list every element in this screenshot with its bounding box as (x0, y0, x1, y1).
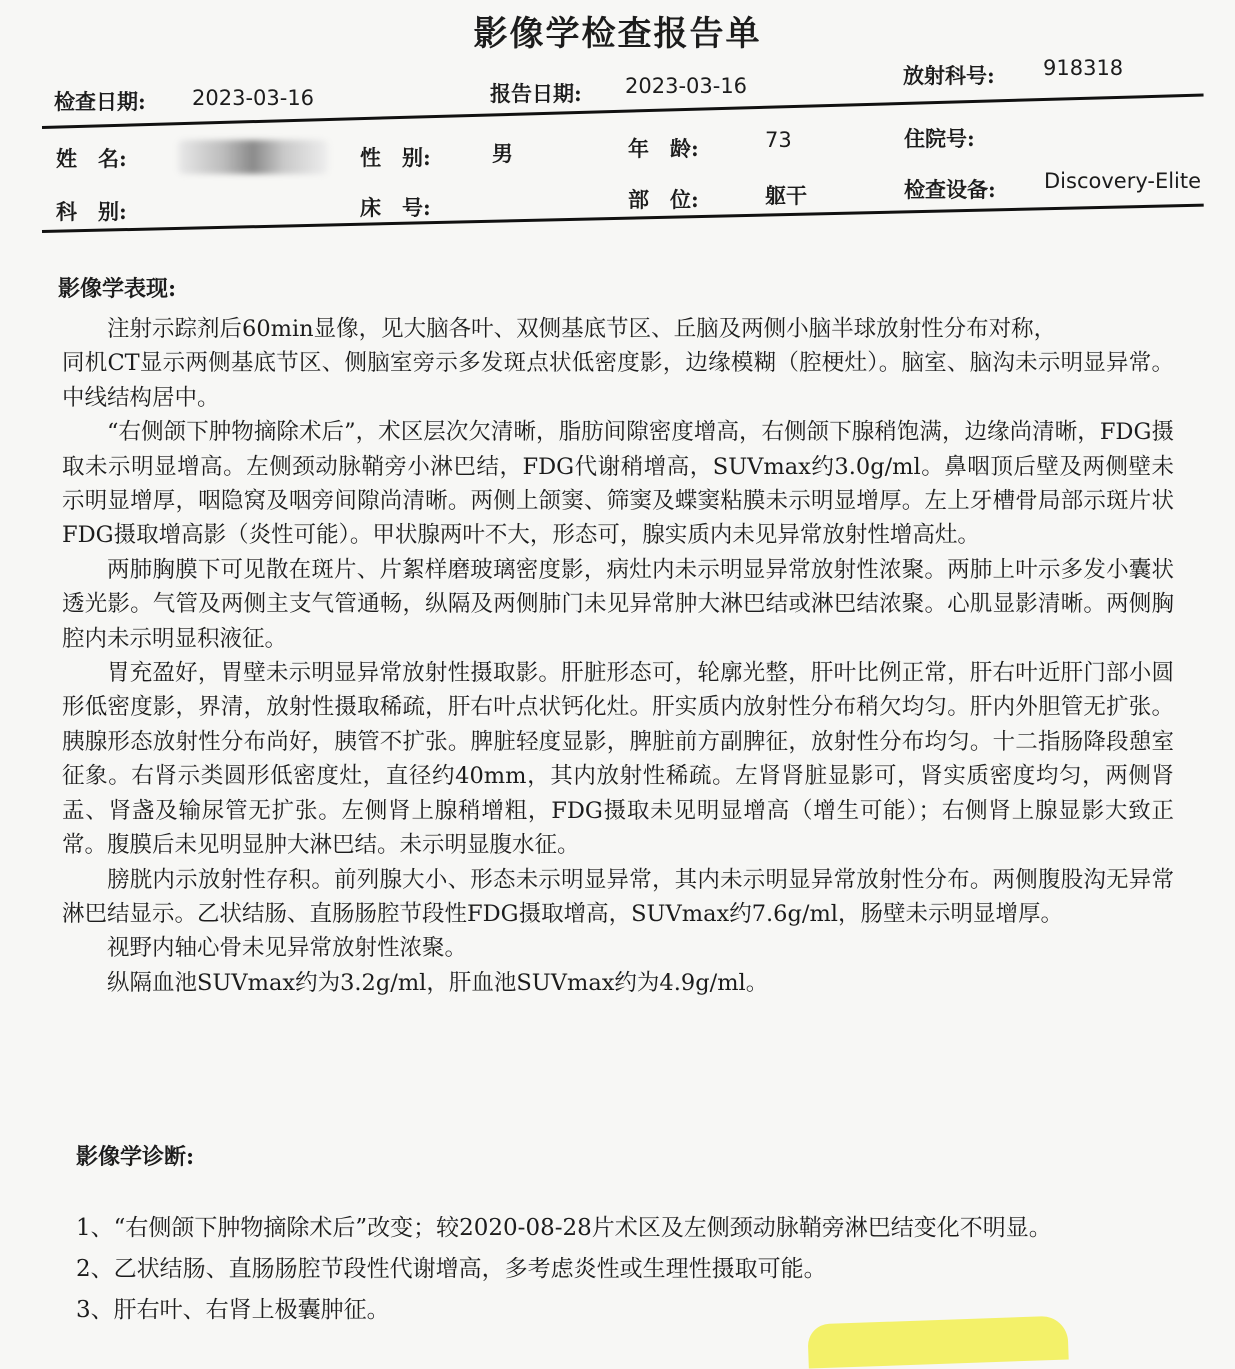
site-label: 部 位: (628, 187, 699, 212)
findings-paragraph: 两肺胸膜下可见散在斑片、片絮样磨玻璃密度影，病灶内未示明显异常放射性浓聚。两肺上叶示多发小囊状透光影。气管及两侧主支气管通畅，纵隔及两侧肺门未见异常肿大淋巴结或淋巴结浓聚。心肌显影清晰。两侧胸腔内未示明显积液征。 (62, 556, 1174, 652)
name-label: 姓 名: (56, 146, 127, 171)
age-label: 年 龄: (628, 136, 699, 161)
diagnosis-item: 3、肝右叶、右肾上极囊肿征。 (76, 1297, 390, 1323)
bed-label: 床 号: (360, 195, 431, 220)
report-date-value: 2023-03-16 (625, 74, 748, 98)
highlighter-mark (807, 1315, 1068, 1368)
findings-paragraph: 视野内轴心骨未见异常放射性浓聚。 (107, 935, 468, 962)
findings-body (62, 312, 1174, 1000)
inpatient-no-label: 住院号: (904, 126, 975, 151)
gender-value: 男 (492, 141, 513, 166)
radiology-no-value: 918318 (1043, 56, 1124, 80)
diagnosis-item: 2、乙状结肠、直肠肠腔节段性代谢增高，多考虑炎性或生理性摄取可能。 (76, 1256, 827, 1282)
findings-heading: 影像学表现: (58, 276, 177, 302)
redacted-name (178, 140, 328, 174)
findings-paragraph: 注射示踪剂后60min显像，见大脑各叶、双侧基底节区、丘脑及两侧小脑半球放射性分布对称， (107, 316, 1057, 342)
findings-paragraph: 同机CT显示两侧基底节区、侧脑室旁示多发斑点状低密度影，边缘模糊（腔梗灶）。脑室、脑沟未示明显异常。中线结构居中。 (62, 350, 1174, 411)
radiology-no-label: 放射科号: (903, 63, 995, 88)
findings-paragraph: 膀胱内示放射性存积。前列腺大小、形态未示明显异常，其内未示明显异常放射性分布。两侧腹股沟无异常淋巴结显示。乙状结肠、直肠肠腔节段性FDG摄取增高，SUVmax约7.6g/ml，肠壁未示明显增厚。 (62, 866, 1174, 927)
report-date-label: 报告日期: (490, 81, 582, 106)
exam-date-value: 2023-03-16 (192, 86, 315, 110)
header-bottom-rule (42, 204, 1204, 233)
site-value: 躯干 (765, 183, 807, 208)
device-label: 检查设备: (904, 177, 996, 202)
department-label: 科 别: (56, 199, 127, 224)
exam-date-label: 检查日期: (54, 89, 146, 114)
diagnosis-heading: 影像学诊断: (76, 1144, 195, 1170)
age-value: 73 (765, 128, 792, 152)
device-value: Discovery-Elite (1044, 169, 1202, 193)
report-title: 影像学检查报告单 (473, 14, 762, 54)
findings-paragraph: 胃充盈好，胃壁未示明显异常放射性摄取影。肝脏形态可，轮廓光整，肝叶比例正常，肝右叶近肝门部小圆形低密度影，界清，放射性摄取稀疏，肝右叶点状钙化灶。肝实质内放射性分布稍欠均匀。肝内外胆管无扩张。胰腺形态放射性分布尚好，胰管不扩张。脾脏轻度显影，脾脏前方副脾征，放射性分布均匀。十二指肠降段憩室征象。右肾示类圆形低密度灶，直径约40mm，其内放射性稀疏。左肾肾脏显影可，肾实质密度均匀，两侧肾盂、肾盏及输尿管无扩张。左侧肾上腺稍增粗，FDG摄取未见明显增高（增生可能）；右侧肾上腺显影大致正常。腹膜后未见明显肿大淋巴结。未示明显腹水征。 (62, 660, 1174, 859)
diagnosis-item: 1、“右侧颌下肿物摘除术后”改变；较2020-08-28片术区及左侧颈动脉鞘旁淋巴结变化不明显。 (76, 1215, 1052, 1241)
findings-paragraph: 纵隔血池SUVmax约为3.2g/ml，肝血池SUVmax约为4.9g/ml。 (107, 969, 769, 996)
gender-label: 性 别: (360, 145, 431, 170)
diagnosis-list (76, 1208, 1196, 1331)
findings-paragraph: “右侧颌下肿物摘除术后”，术区层次欠清晰，脂肪间隙密度增高，右侧颌下腺稍饱满，边缘尚清晰，FDG摄取未示明显增高。左侧颈动脉鞘旁小淋巴结，FDG代谢稍增高，SUVmax约3.0g/ml。鼻咽顶后壁及两侧壁未示明显增厚，咽隐窝及咽旁间隙尚清晰。两侧上颌窦、筛窦及蝶窦粘膜未示明显增厚。左上牙槽骨局部示斑片状FDG摄取增高影（炎性可能）。甲状腺两叶不大，形态可，腺实质内未见异常放射性增高灶。 (62, 419, 1174, 549)
